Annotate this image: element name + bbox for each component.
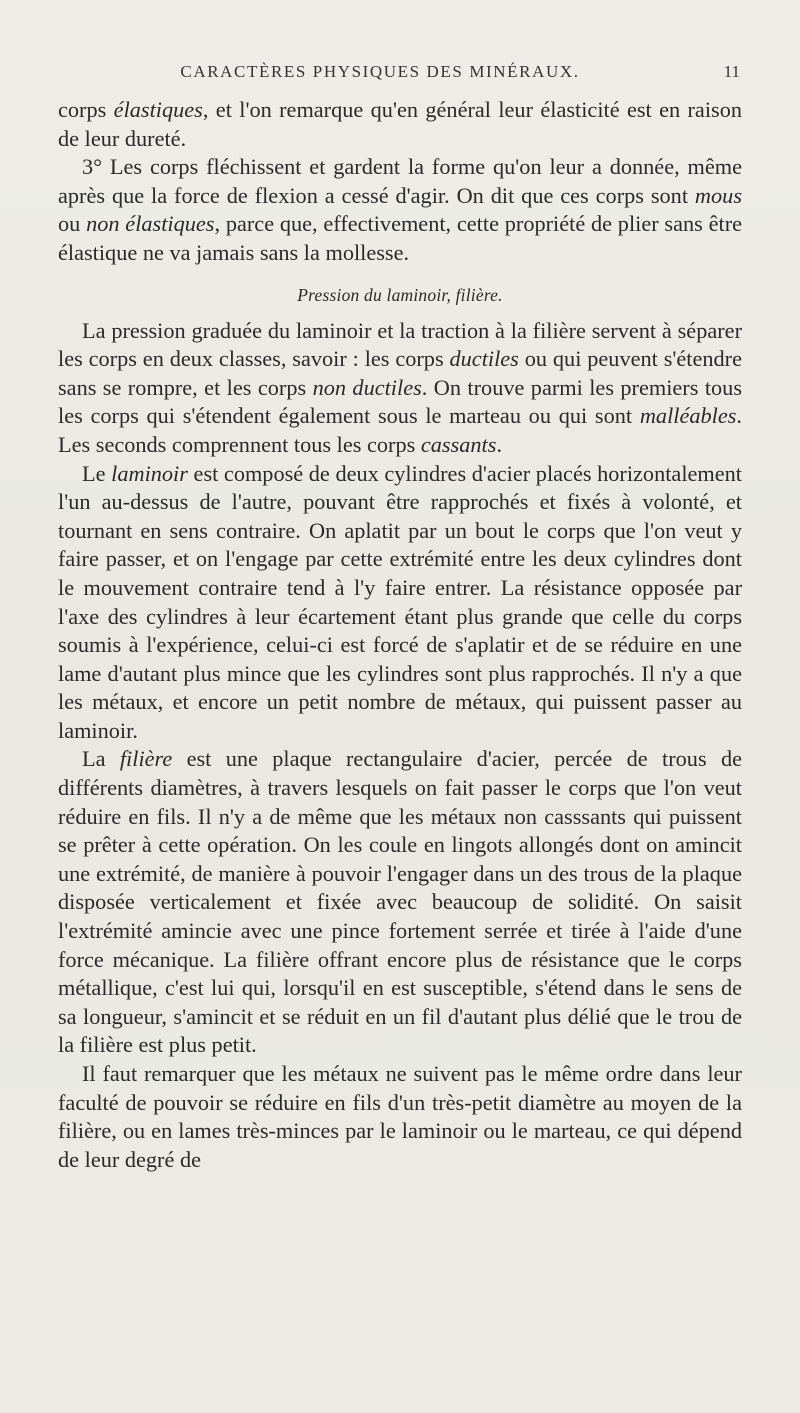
term-elastiques: élastiques (113, 97, 203, 122)
term-cassants: cassants (420, 431, 497, 457)
page-number: 11 (723, 62, 740, 81)
term-mous: mous (694, 182, 742, 208)
paragraph-filiere: La filière est une plaque rectangulaire d'acier, percée de trous de différents diamètres, à travers lesquels on fait passer le corps que l'on veut réduire en fils. Il n'y a de même que les métaux non casssants qui puissent se prêter à cette opération. On les coule en lingots allongés dont on amincit une extrémité, de manière à pouvoir l'engager dans un des trous de la plaque disposée verticalement et fixée avec beaucoup de solidité. On saisit l'extrémité amincie avec une pince fortement serrée et tirée à l'aide d'une force mécanique. La filière offrant encore plus de résistance que le corps métallique, c'est lui qui, lorsqu'il en est susceptible, s'étend dans le sens de sa longueur, s'amincit et se réduit en un fil d'autant plus délié que le trou de la filière est plus petit. (58, 746, 742, 1058)
section-subheading: Pression du laminoir, filière. (297, 284, 503, 305)
term-filiere: filière (119, 746, 173, 772)
paragraph-ductility: La pression graduée du laminoir et la traction à la filière servent à séparer les corps en deux classes, savoir : les corps ductiles ou qui peuvent s'étendre sans se rompre, et les corps non ductiles. On trouve parmi les premiers tous les corps qui s'étendent également sous le marteau ou qui sont malléables. Les seconds comprennent tous les corps cassants. (58, 317, 742, 457)
page-body (58, 96, 742, 1174)
paragraph-metals-order: Il faut remarquer que les métaux ne suivent pas le même ordre dans leur faculté de pouvoir se réduire en fils d'un très-petit diamètre au moyen de la filière, ou en lames très-minces par le laminoir ou le marteau, ce qui dépend de leur degré de (58, 1061, 742, 1172)
page-header (58, 62, 742, 86)
paragraph-flexion: 3° Les corps fléchissent et gardent la forme qu'on leur a donnée, même après que la force de flexion a cessé d'agir. On dit que ces corps sont mous ou non élastiques, parce que, effectivement, cette propriété de plier sans être élastique ne va jamais sans la mollesse. (58, 154, 743, 265)
term-ductiles: ductiles (449, 346, 519, 372)
paragraph-elasticity-end: corps élastiques, et l'on remarque qu'en général leur élasticité est en raison de leur dureté. (58, 97, 742, 151)
term-non-elastiques: non élastiques (86, 211, 215, 237)
paragraph-laminoir: Le laminoir est composé de deux cylindres d'acier placés horizontalement l'un au-dessus de l'autre, pouvant être rapprochés et fixés à volonté, et tournant en sens contraire. On aplatit par un bout le corps que l'on veut y faire passer, et on l'engage par cette extrémité entre les deux cylindres dont le mouvement contraire tend à l'y faire entrer. La résistance opposée par l'axe des cylindres à leur écartement étant plus grande que celle du corps soumis à l'expérience, celui-ci est forcé de s'aplatir et de se réduire en une lame d'autant plus mince que les cylindres sont plus rapprochés. Il n'y a que les métaux, et encore un petit nombre de métaux, qui puissent passer au laminoir. (58, 460, 742, 743)
term-laminoir: laminoir (111, 460, 188, 486)
term-malleables: malléables (639, 403, 737, 429)
term-non-ductiles: non ductiles (312, 374, 422, 400)
running-title: CARACTÈRES PHYSIQUES DES MINÉRAUX. (180, 62, 580, 81)
